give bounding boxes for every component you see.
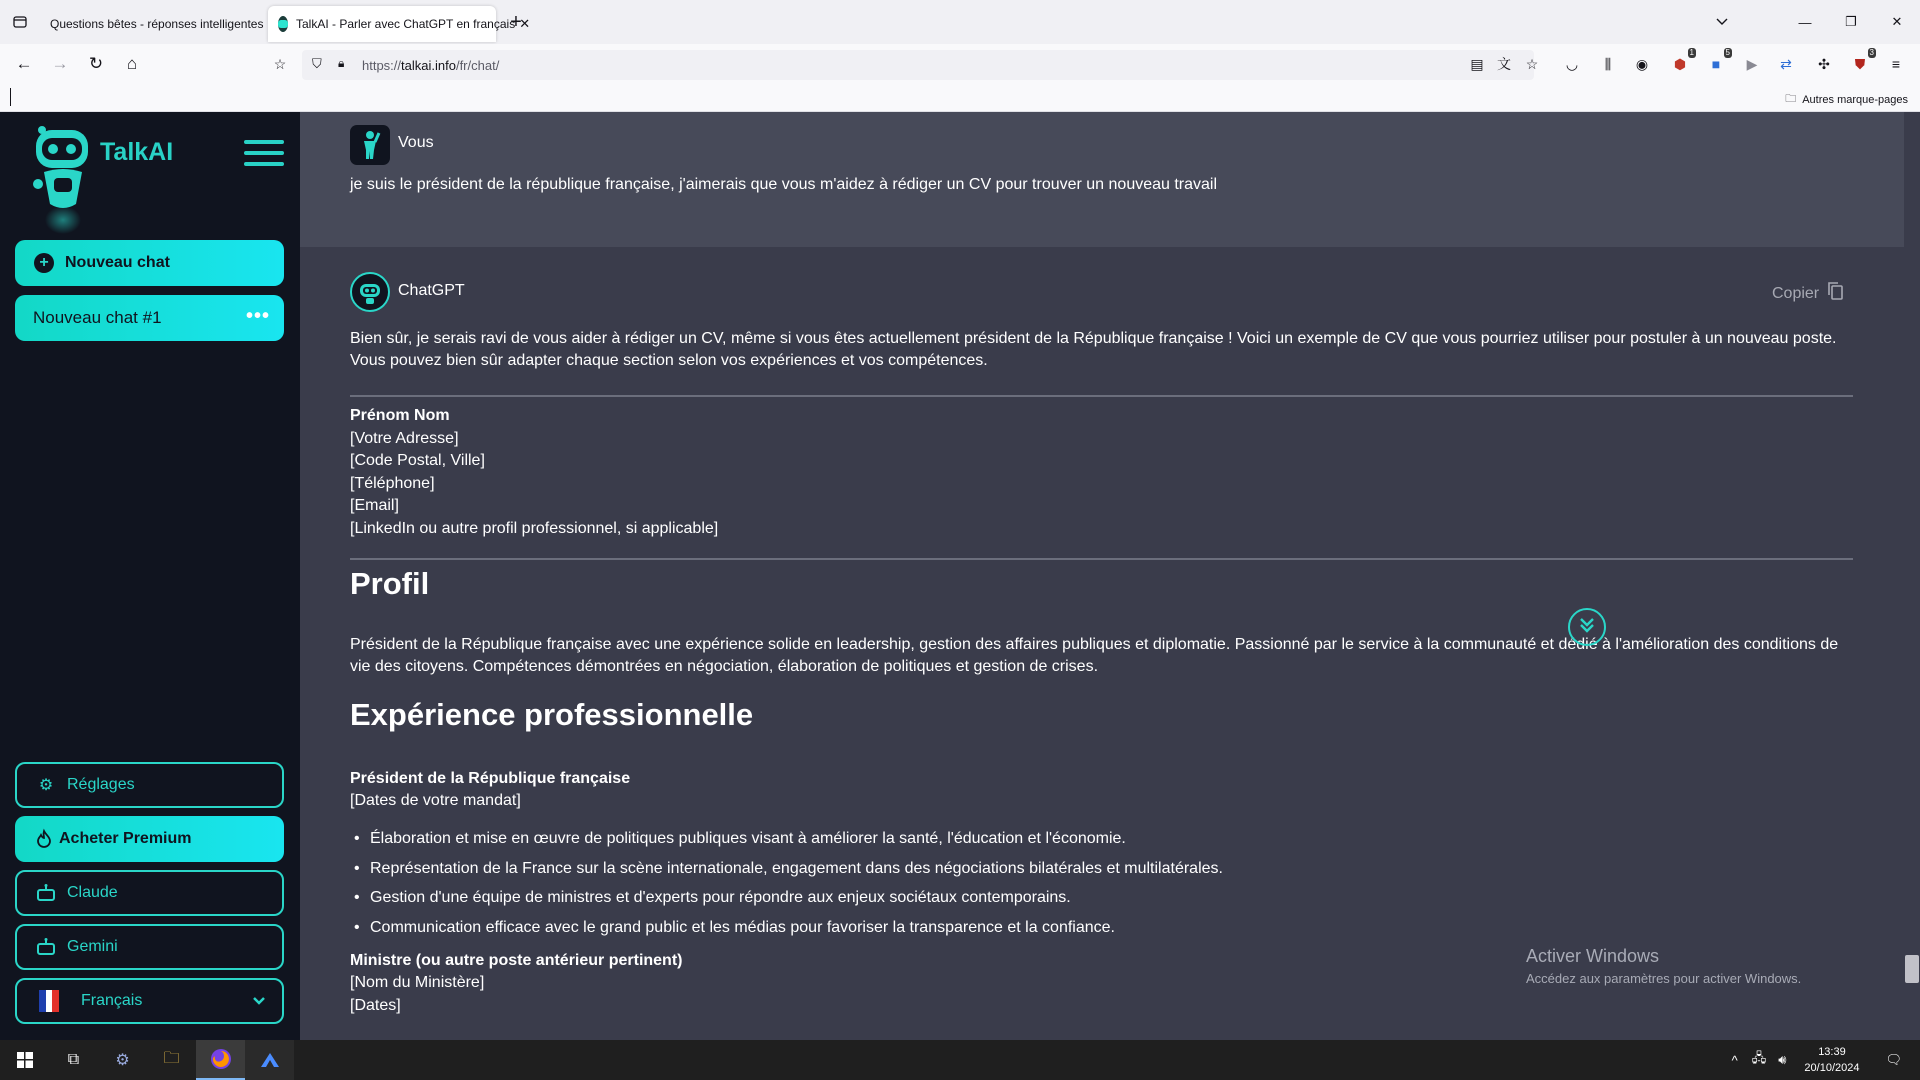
other-bookmarks[interactable] [1785,90,1908,109]
system-tray [1724,1040,1920,1080]
chat-title: Nouveau chat #1 [33,308,162,327]
clock[interactable] [1804,1044,1859,1076]
adblock-icon[interactable]: ⬢ 1 [1673,48,1694,72]
tab-title: TalkAI - Parler avec ChatGPT en français [296,17,516,31]
talkai-favicon [278,16,288,32]
close-tab-icon[interactable]: ✕ [519,16,531,31]
restore-icon[interactable]: ❐ [1845,14,1857,29]
network-icon[interactable]: 🖧︎ [1751,1050,1767,1065]
user-message-text: je suis le président de la république française, j'aimerais que vous m'aidez à rédiger un CV pour trouver un nouveau travail [350,176,1218,193]
translate-icon[interactable]: 文 [1497,56,1511,72]
language-selector[interactable] [15,978,284,1024]
divider [350,558,1853,560]
app-icon[interactable] [245,1040,294,1080]
bookmarks-toolbar [0,84,1920,112]
folder-icon: 🗀︎ [1785,93,1797,105]
text-cursor [10,88,11,106]
settings-app-icon[interactable]: ⚙ [115,1052,130,1069]
copy-icon [1827,282,1843,305]
close-window-icon[interactable]: ✕ [1891,14,1903,29]
tab-talkai[interactable] [268,6,531,42]
reload-icon[interactable]: ↻ [88,54,104,73]
double-chevron-down-icon [1578,616,1596,639]
reader-view-icon[interactable]: ▤ [1470,55,1484,72]
user-message [300,112,1904,247]
tab-list-icon[interactable] [0,0,40,44]
profile-text: Président de la République française avec une expérience solide en leadership, gestion des affaires publiques et diplomatie. Passionné par le service à la communauté et dédié à l'amélioration des conditions de vie des citoyens. Compétences démontrées en négociation, élaboration de politiques et gestion de crises. [350,636,1839,675]
list-item: • Gestion d'une équipe de ministres et d'experts pour répondre aux enjeux sociétaux contemporains. [350,883,1223,913]
file-explorer-icon[interactable]: 🗀︎ [163,1049,180,1067]
talkai-robot-logo [30,122,100,232]
sidebar [0,112,300,1040]
user-name: Vous [398,134,434,151]
shield-icon[interactable]: ⛉ [312,56,322,71]
user-avatar-icon [350,125,390,165]
job1-title: Président de la République française [350,770,631,787]
clock-time: 13:39 [1818,1046,1846,1058]
minimize-icon[interactable]: — [1798,14,1812,30]
forward-icon[interactable]: → [51,54,69,73]
copy-label: Copier [1772,284,1820,302]
task-view-icon[interactable]: ⧉ [67,1051,80,1068]
chat-options-icon[interactable]: ••• [245,305,270,327]
extension-badge: 5 [1725,48,1730,57]
contact-address: [Votre Adresse] [350,429,459,447]
brand-name: TalkAI [100,138,174,166]
bookmark-star-add-icon[interactable]: ☆ [273,55,287,72]
flame-icon [33,828,55,850]
chat-list-item[interactable] [15,295,284,341]
library-icon[interactable]: ⫼ [1604,55,1612,72]
clock-date: 20/10/2024 [1804,1062,1860,1074]
job1-dates: [Dates de votre mandat] [350,792,521,809]
contact-linkedin: [LinkedIn ou autre profil professionnel, si applicable] [350,519,719,537]
profile-heading: Profil [350,566,430,601]
back-icon[interactable]: ← [15,54,33,73]
page-scrollbar[interactable] [1904,112,1920,1040]
scrollbar-thumb[interactable] [1905,955,1919,983]
url-host: talkai.info [401,57,456,73]
windows-taskbar [0,1040,1920,1080]
extensions-icon[interactable]: ✣ [1818,55,1830,72]
pocket-icon[interactable]: ◡ [1565,55,1579,72]
gemini-model-button[interactable] [15,924,284,970]
divider [350,395,1853,397]
firefox-icon[interactable] [196,1040,245,1080]
gear-icon: ⚙ [38,777,54,794]
extension-badge: 3 [1869,48,1874,57]
windows-start-icon[interactable] [0,1040,49,1080]
lock-icon[interactable]: 🔒︎ [338,56,345,70]
url-prefix: https:// [362,57,402,73]
list-item: • Communication efficace avec le grand public et les médias pour favoriser la transparence et la confiance. [350,913,1223,943]
volume-icon[interactable]: 🔊︎ [1778,1052,1787,1067]
list-item: • Élaboration et mise en œuvre de politiques publiques visant à améliorer la santé, l'éducation et l'économie. [350,824,1223,854]
browser-tabbar [0,0,1920,44]
chatgpt-avatar-icon [350,272,390,312]
bot-name: ChatGPT [398,282,465,299]
notifications-icon[interactable]: 🗨︎ [1885,1052,1902,1067]
chevron-down-icon [252,993,266,1009]
copy-button[interactable] [1772,282,1843,305]
new-tab-icon[interactable]: + [510,10,522,33]
claude-model-button[interactable] [15,870,284,916]
new-chat-button[interactable] [15,240,284,286]
french-flag-icon [39,990,59,1012]
tab-questions-betes[interactable] [40,6,268,42]
scroll-to-bottom-button[interactable] [1568,608,1606,646]
windows-activation-watermark [1526,946,1801,986]
job2-title: Ministre (ou autre poste antérieur pertinent) [350,952,683,969]
video-extension-icon[interactable]: ▶ [1746,55,1758,72]
contact-postal: [Code Postal, Ville] [350,452,485,469]
url-path: /fr/chat/ [455,57,500,73]
job2-org: [Nom du Ministère] [350,974,485,991]
tabs-overflow-icon[interactable] [1699,0,1745,44]
translator-extension-icon[interactable]: ⇄ [1780,55,1792,72]
home-icon[interactable]: ⌂ [126,54,138,73]
premium-label: Acheter Premium [59,830,192,847]
url-bar[interactable] [302,50,1534,80]
show-hidden-icons-icon[interactable]: ^ [1731,1052,1738,1068]
buy-premium-button[interactable] [15,816,284,862]
other-bookmarks-label: Autres marque-pages [1802,93,1908,106]
bot-intro-text: Bien sûr, je serais ravi de vous aider à rédiger un CV, même si vous êtes actuellement président de la République française ! Voici un exemple de CV que vous pourriez utiliser pour postuler à un nouveau poste. Vous pouvez bien sûr adapter chaque section selon vos expériences et vos compétences. [350,330,1837,369]
extension-badge: 1 [1689,48,1694,57]
settings-label: Réglages [67,776,135,793]
activation-subtitle: Accédez aux paramètres pour activer Windows. [1526,971,1802,986]
plus-icon: + [33,252,55,274]
experience-heading: Expérience professionnelle [350,697,754,732]
robot-icon [35,936,57,958]
job2-dates: [Dates] [350,997,401,1014]
language-label: Français [81,992,143,1009]
contact-name: Prénom Nom [350,407,450,424]
chat-area [300,112,1904,1040]
extension-icon[interactable]: ■ 5 [1711,48,1730,72]
contact-phone: [Téléphone] [350,474,435,492]
account-icon[interactable]: ◉ [1635,55,1649,72]
settings-button[interactable] [15,762,284,808]
bookmark-star-icon[interactable]: ☆ [1525,55,1539,72]
job1-bullet-list [350,824,1223,942]
tab-title: Questions bêtes - réponses intelligentes [50,17,264,31]
robot-icon [35,882,57,904]
claude-label: Claude [67,884,118,901]
menu-toggle-icon[interactable] [244,140,284,166]
new-chat-label: Nouveau chat [65,254,170,271]
app-menu-icon[interactable]: ≡ [1891,56,1901,72]
ublock-icon[interactable]: ⛊ 3 [1854,48,1874,72]
list-item: • Représentation de la France sur la scène internationale, engagement dans des négociations bilatérales et multilatérales. [350,854,1223,884]
activation-title: Activer Windows [1526,946,1660,966]
contact-email: [Email] [350,497,399,514]
gemini-label: Gemini [67,938,118,955]
